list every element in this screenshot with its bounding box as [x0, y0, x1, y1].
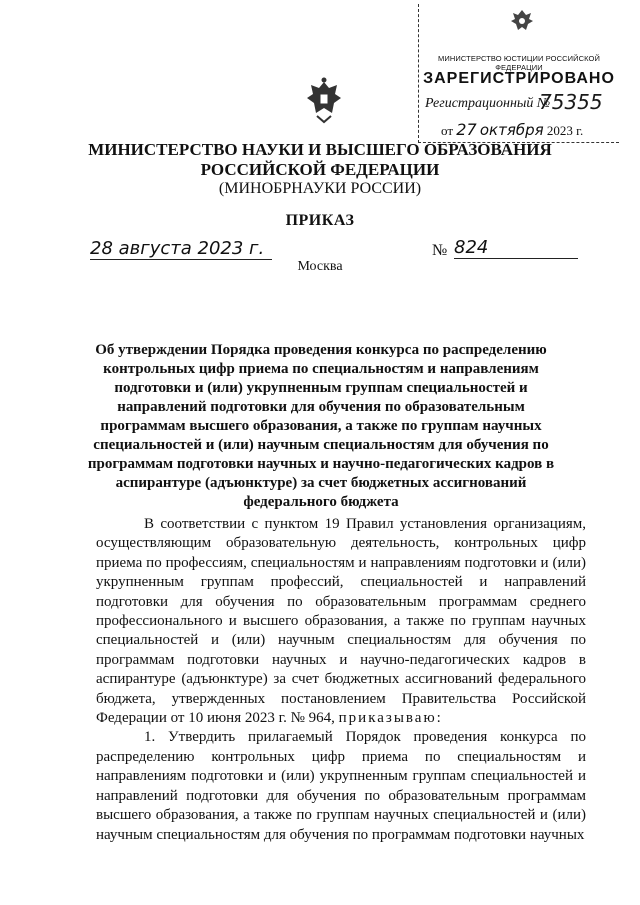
registration-stamp: [418, 4, 619, 143]
order-number: 824: [454, 237, 578, 259]
coat-of-arms-icon: [303, 76, 345, 124]
stamp-date-month: октября: [479, 121, 544, 139]
stamp-date-prefix: от: [441, 123, 454, 138]
stamp-date: [441, 120, 583, 139]
ministry-abbr: (МИНОБРНАУКИ РОССИИ): [218, 180, 422, 197]
stamp-ministry: МИНИСТЕРСТВО ЮСТИЦИИ РОССИЙСКОЙ ФЕДЕРАЦИИ: [438, 54, 600, 72]
paragraph-preamble: [96, 515, 586, 728]
paragraph-item-1: 1. Утвердить прилагаемый Порядок проведения конкурса по распределению контрольных цифр приема по специальностям и направлениям подготовки и (или) укрупненным группам специальностей и направлений подготовки для обучения по образовательным программам высшего образования, а также по группам научных специальностей и (или) научным специальностям для обучения по программам подготовки научных: [96, 729, 586, 843]
order-number-label: №: [432, 242, 448, 259]
order-subject: Об утверждении Порядка проведения конкурса по распределению контрольных цифр приема по специальностям и направлениям подготовки и (или) укрупненным группам специальностей и направлений подготовки для обучения по образовательным программам высшего образования, а также по группам научных специальностей и (или) научным специальностям для обучения по программам подготовки научных и научно-педагогических кадров в аспирантуре (адъюнктуре) за счет бюджетных ассигнований федерального бюджета: [87, 342, 555, 510]
stamp-reg-number: 75355: [539, 90, 603, 114]
eagle-emblem-icon: [507, 6, 537, 36]
order-city: Москва: [297, 259, 343, 274]
preamble-text: В соответствии с пунктом 19 Правил установления организациям, осуществляющим образовательную деятельность, контрольных цифр приема по профессиям, специальностям и направлениям подготовки и (или) укрупненным группам профессий, специальностей и направлений подготовки для обучения по образовательным программам среднего профессионального и высшего образования, а также по группам научных специальностей и (или) научным специальностям для обучения по программам подготовки научных и научно-педагогических кадров в аспирантуре (адъюнктуре) за счет бюджетных ассигнований федерального бюджета, утвержденных постановлением Правительства Российской Федерации от 10 июня 2023 г. № 964,: [96, 516, 586, 727]
order-date: 28 августа 2023 г.: [90, 238, 272, 260]
stamp-reg-label: Регистрационный №: [425, 96, 551, 111]
stamp-date-year: 2023 г.: [546, 123, 584, 138]
stamp-date-day: 27: [456, 120, 477, 139]
stamp-registered: ЗАРЕГИСТРИРОВАНО: [423, 70, 615, 87]
order-title: ПРИКАЗ: [285, 212, 355, 229]
order-body: [96, 515, 586, 845]
preamble-action: приказываю:: [338, 710, 443, 727]
federation-name: РОССИЙСКОЙ ФЕДЕРАЦИИ: [200, 160, 440, 179]
ministry-name: МИНИСТЕРСТВО НАУКИ И ВЫСШЕГО ОБРАЗОВАНИЯ: [88, 140, 552, 159]
